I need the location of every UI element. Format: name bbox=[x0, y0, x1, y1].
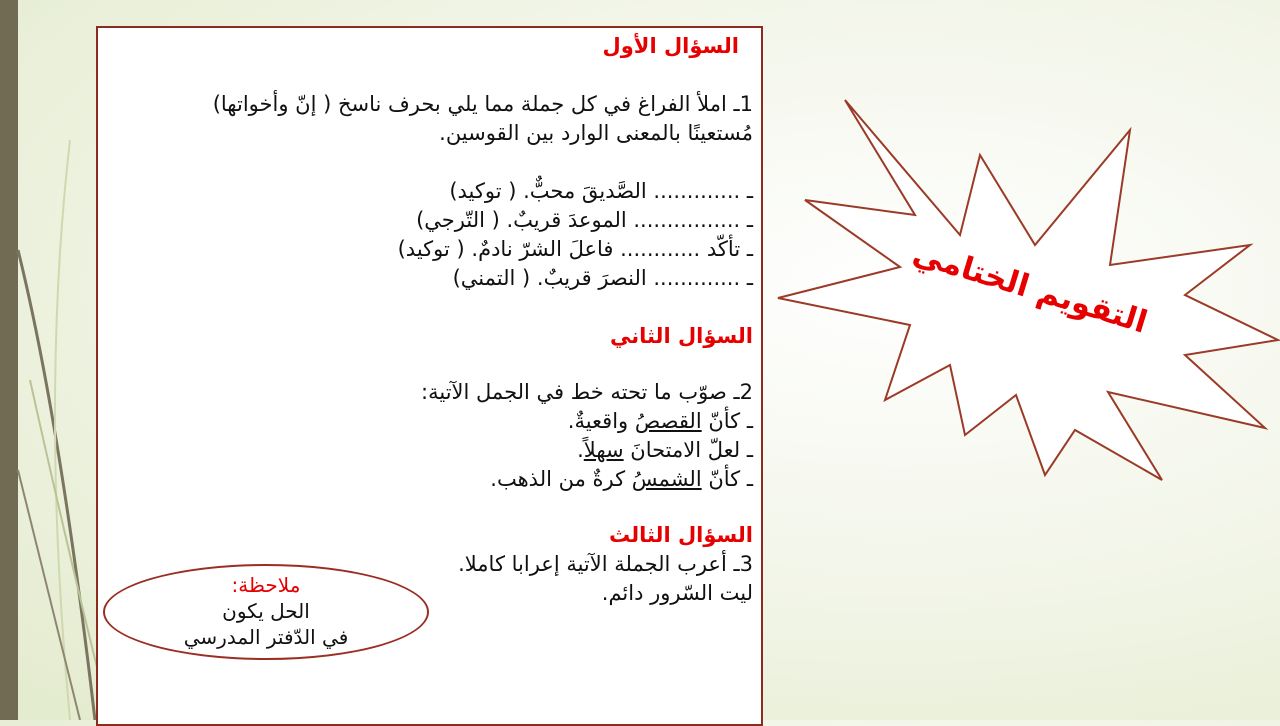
q1-item-3: ـ تأكّد ............ فاعلَ الشرّ نادمٌ. ( توكيد) bbox=[397, 237, 753, 261]
q2-sentence-1: ـ كأنّ القصصُ واقعيةٌ. bbox=[567, 409, 753, 433]
starburst-title: التقويم الختامي bbox=[908, 235, 1152, 341]
q2-sentence-2: ـ لعلّ الامتحانَ سهلاً. bbox=[577, 438, 753, 462]
note-line-2: في الدّفتر المدرسي bbox=[183, 625, 349, 649]
q2-instruction: 2ـ صوّب ما تحته خط في الجمل الآتية: bbox=[421, 380, 753, 404]
underlined-word: الشمسُ bbox=[631, 467, 702, 491]
underlined-word: سهلاً bbox=[583, 438, 624, 462]
q3-instruction: 3ـ أعرب الجملة الآتية إعرابا كاملا. bbox=[458, 552, 753, 576]
q2-heading: السؤال الثاني bbox=[609, 324, 753, 348]
note-title: ملاحظة: bbox=[231, 573, 301, 597]
q3-heading: السؤال الثالث bbox=[608, 523, 753, 547]
note-line-1: الحل يكون bbox=[222, 599, 310, 623]
q1-item-2: ـ ................ الموعدَ قريبٌ. ( التّرجي) bbox=[416, 208, 753, 232]
q1-item-1: ـ ............. الصَّديقَ محبٌّ. ( توكيد) bbox=[449, 179, 753, 203]
note-ellipse bbox=[103, 564, 429, 660]
q1-instruction-line1: 1ـ املأ الفراغ في كل جملة مما يلي بحرف ناسخ ( إنّ وأخواتها) bbox=[212, 92, 753, 116]
q1-item-4: ـ ............. النصرَ قريبٌ. ( التمني) bbox=[452, 266, 753, 290]
q1-instruction-line2: مُستعينًا بالمعنى الوارد بين القوسين. bbox=[439, 121, 753, 145]
q2-sentence-3: ـ كأنّ الشمسُ كرةٌ من الذهب. bbox=[490, 467, 753, 491]
q1-heading: السؤال الأول bbox=[602, 34, 739, 58]
underlined-word: القصصُ bbox=[634, 409, 702, 433]
q3-sentence: ليت السّرور دائم. bbox=[601, 581, 753, 605]
